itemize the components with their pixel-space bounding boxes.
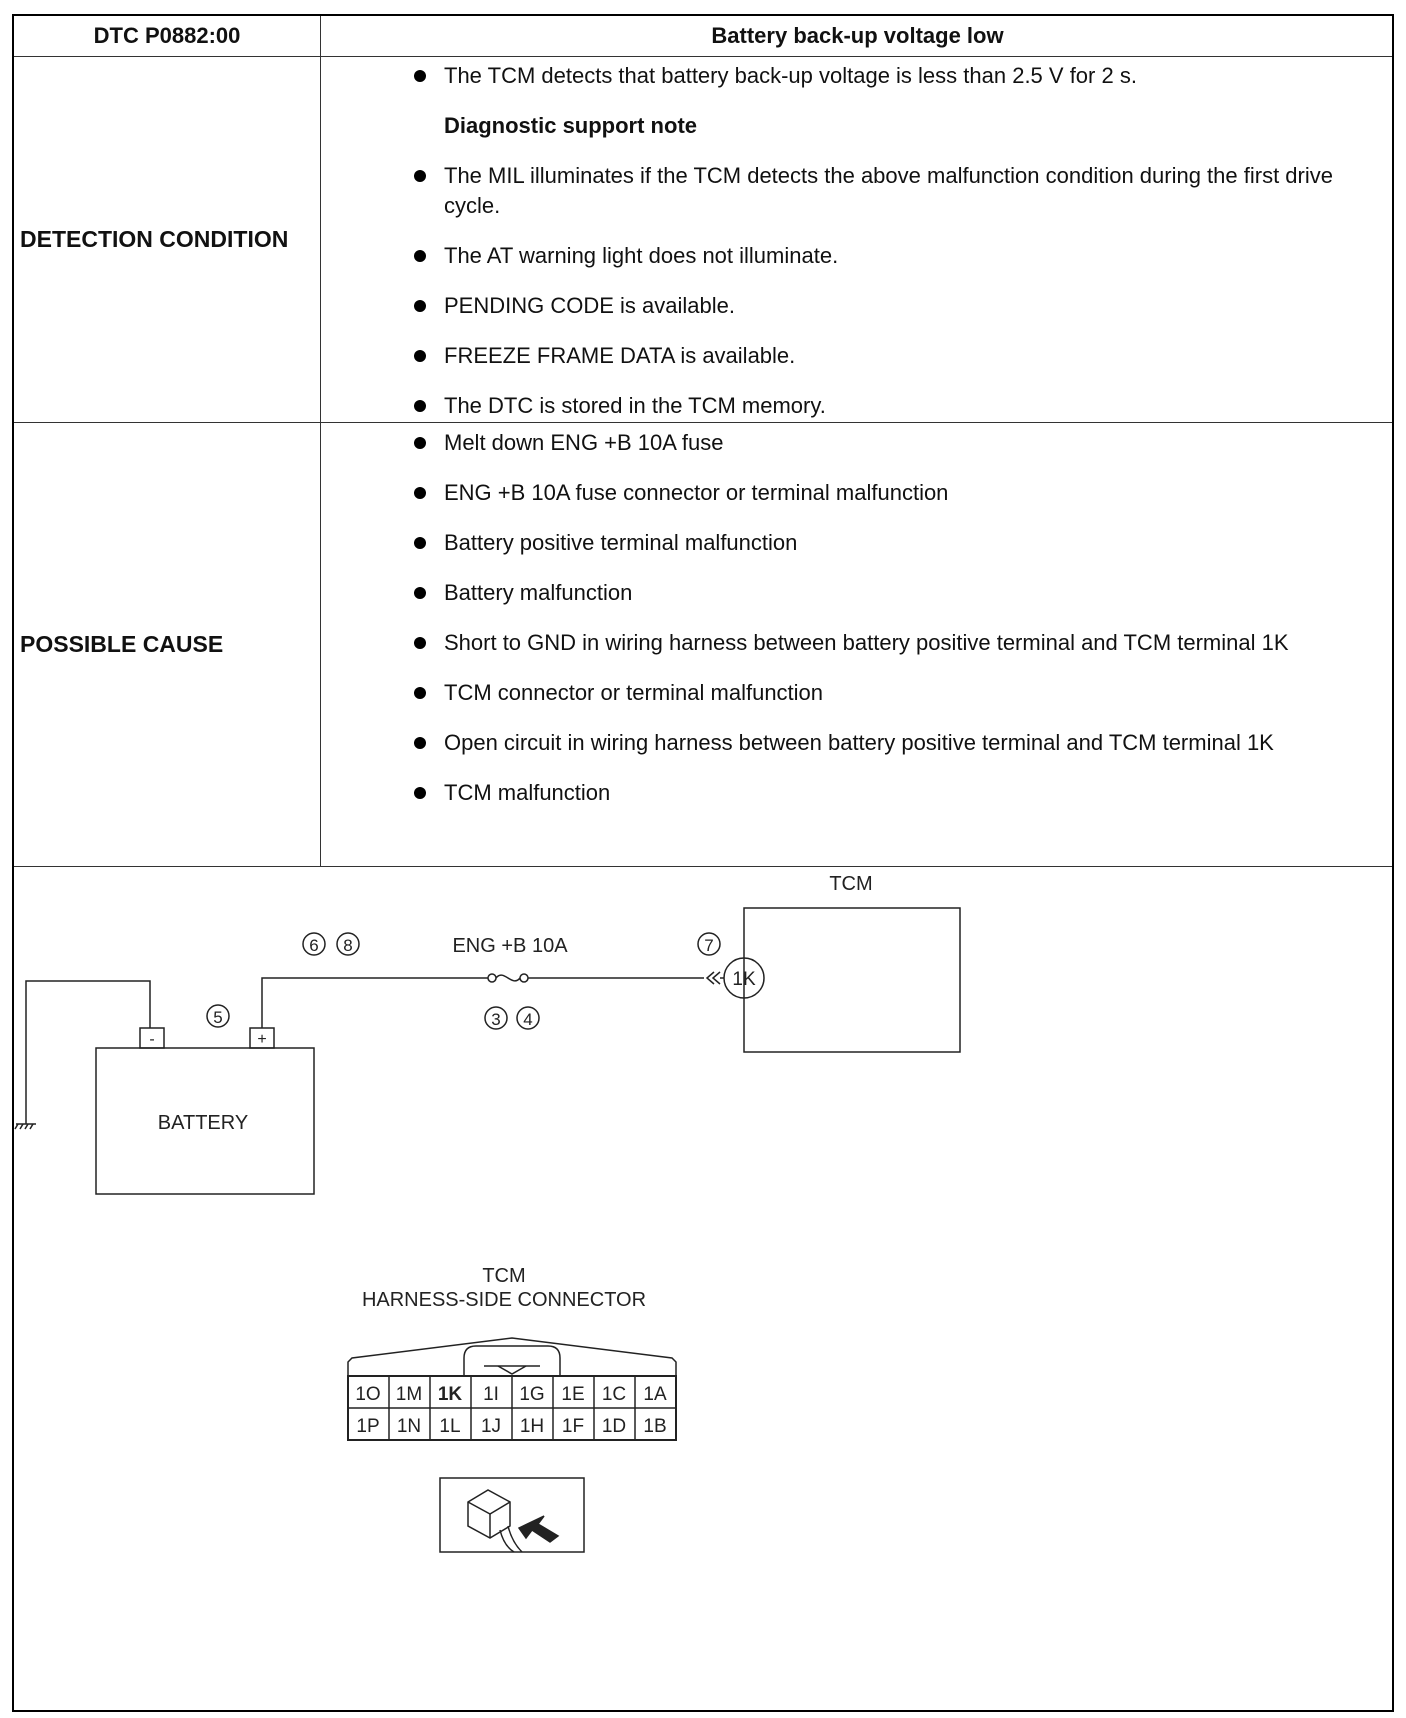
dtc-title: Battery back-up voltage low bbox=[711, 23, 1004, 48]
callout-6-text: 6 bbox=[309, 936, 319, 955]
view-direction-box bbox=[440, 1478, 584, 1552]
ground-icon bbox=[15, 1124, 36, 1129]
cause-item: TCM connector or terminal malfunction bbox=[414, 678, 1374, 708]
pin-1B: 1B bbox=[643, 1416, 667, 1437]
pin-1H: 1H bbox=[519, 1416, 545, 1437]
fuse-icon bbox=[488, 974, 528, 982]
connector-shell bbox=[348, 1338, 676, 1376]
callout-7-text: 7 bbox=[704, 936, 714, 955]
terminal-1k-label: 1K bbox=[732, 969, 756, 990]
connector-subtitle: HARNESS-SIDE CONNECTOR bbox=[361, 1289, 647, 1311]
cause-item: Open circuit in wiring harness between battery positive terminal and TCM terminal 1K bbox=[414, 728, 1374, 758]
pin-1M: 1M bbox=[395, 1384, 423, 1405]
pin-1F: 1F bbox=[561, 1416, 585, 1437]
pin-1I: 1I bbox=[483, 1384, 499, 1405]
cause-item: ENG +B 10A fuse connector or terminal malfunction bbox=[414, 478, 1374, 508]
pin-1K: 1K bbox=[437, 1384, 463, 1405]
detection-item: FREEZE FRAME DATA is available. bbox=[414, 341, 1374, 371]
battery-label: BATTERY bbox=[157, 1112, 249, 1134]
positive-sign: + bbox=[257, 1031, 267, 1048]
cause-item: Battery positive terminal malfunction bbox=[414, 528, 1374, 558]
pin-1C: 1C bbox=[601, 1384, 627, 1405]
detection-item: The TCM detects that battery back-up voltage is less than 2.5 V for 2 s. bbox=[414, 61, 1374, 91]
callout-4-text: 4 bbox=[523, 1010, 533, 1029]
pin-1L: 1L bbox=[439, 1416, 461, 1437]
dtc-code: DTC P0882:00 bbox=[93, 23, 241, 48]
pin-1G: 1G bbox=[519, 1384, 545, 1405]
cause-item: Battery malfunction bbox=[414, 578, 1374, 608]
pin-1O: 1O bbox=[355, 1384, 381, 1405]
pin-1E: 1E bbox=[561, 1384, 585, 1405]
tcm-label: TCM bbox=[829, 873, 873, 895]
callout-5-text: 5 bbox=[213, 1008, 223, 1027]
cause-item: Short to GND in wiring harness between battery positive terminal and TCM terminal 1K bbox=[414, 628, 1374, 658]
tcm-box bbox=[744, 908, 960, 1052]
support-note-heading: Diagnostic support note bbox=[444, 113, 697, 138]
pin-1A: 1A bbox=[643, 1384, 667, 1405]
cause-label: POSSIBLE CAUSE bbox=[20, 631, 224, 657]
arrow-icon bbox=[519, 1516, 558, 1542]
callout-8-text: 8 bbox=[343, 936, 353, 955]
detection-item: The AT warning light does not illuminate. bbox=[414, 241, 1374, 271]
callout-3-text: 3 bbox=[491, 1010, 501, 1029]
pin-1P: 1P bbox=[356, 1416, 380, 1437]
ground-wire bbox=[26, 981, 150, 1124]
cause-item: Melt down ENG +B 10A fuse bbox=[414, 428, 1374, 458]
connector-title: TCM bbox=[482, 1265, 526, 1287]
detection-label: DETECTION CONDITION bbox=[20, 226, 289, 252]
detection-item: The DTC is stored in the TCM memory. bbox=[414, 391, 1374, 421]
pin-1J: 1J bbox=[480, 1416, 502, 1437]
pin-1N: 1N bbox=[396, 1416, 422, 1437]
cause-item: TCM malfunction bbox=[414, 778, 1374, 808]
negative-sign: - bbox=[149, 1031, 155, 1048]
connector-view-icon bbox=[468, 1490, 522, 1552]
wiring-diagram bbox=[14, 16, 1392, 1710]
pin-1D: 1D bbox=[601, 1416, 627, 1437]
fuse-label: ENG +B 10A bbox=[452, 935, 568, 957]
dtc-table bbox=[12, 14, 1394, 1712]
detection-item: PENDING CODE is available. bbox=[414, 291, 1374, 321]
detection-item: The MIL illuminates if the TCM detects the above malfunction condition during the first drive cycle. bbox=[414, 161, 1374, 221]
positive-wire bbox=[262, 978, 488, 1028]
connector-latch bbox=[464, 1346, 560, 1376]
